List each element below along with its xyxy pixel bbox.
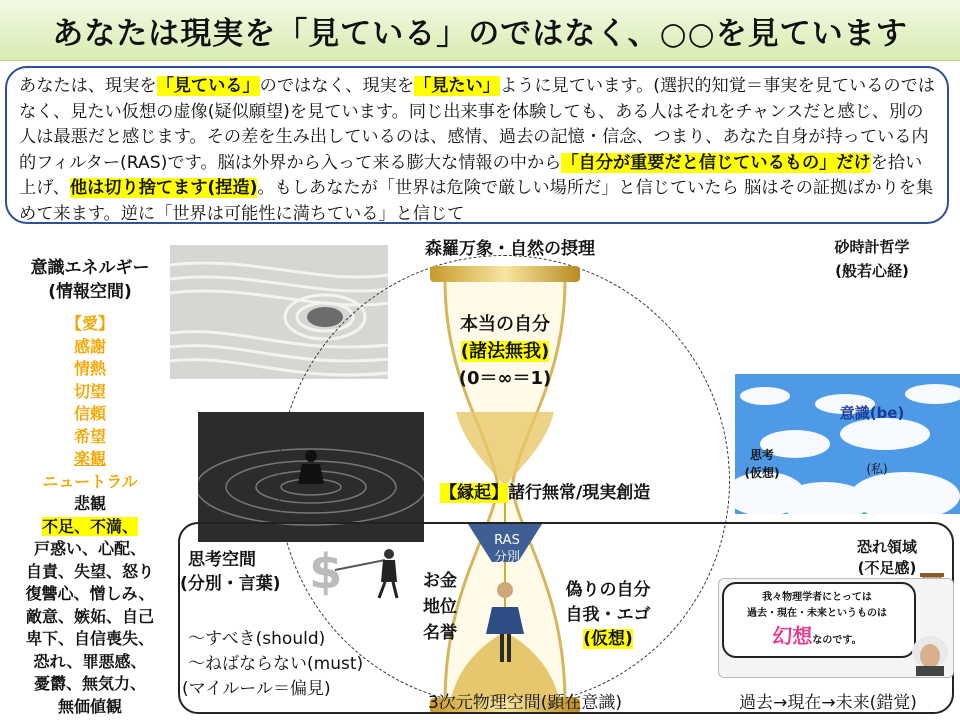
emotion-item: 無価値観	[57, 696, 122, 716]
pessimism-label: 悲観	[73, 494, 106, 513]
fear-sub-label: (不足感)	[857, 559, 917, 577]
intro-text: のではなく、現実を	[259, 76, 415, 96]
emotion-item: 敵意、嫉妬、自己	[25, 606, 154, 626]
thought-sub-label: (仮想)	[744, 466, 780, 480]
money-status-list	[410, 568, 470, 646]
should-label: ～すべき(should)	[188, 629, 326, 649]
emotion-item: 感謝	[73, 336, 106, 356]
emotion-item: 切望	[73, 381, 106, 401]
emotion-item: 希望	[73, 426, 106, 446]
false-self-label: 偽りの自分	[565, 580, 651, 600]
emotion-item: 自責、失望、怒り	[25, 561, 154, 581]
physical-space-label: 3次元物理空間(顕在意識)	[427, 693, 623, 713]
energy-label: 意識エネルギー	[30, 258, 150, 278]
money-item: 地位	[423, 597, 457, 617]
emotion-item: 楽観	[73, 449, 106, 468]
thought-label: 思考	[749, 448, 774, 462]
nature-law-label: 森羅万象・自然の摂理	[425, 239, 595, 259]
must-label: ～ねばならない(must)	[188, 654, 364, 674]
intro-highlight: 「見たい」	[414, 76, 500, 96]
emotion-item: 卑下、自信喪失、	[25, 629, 154, 648]
energy-sub-label: (情報空間)	[48, 282, 132, 302]
einstein-portrait-icon	[908, 630, 952, 676]
fear-area-label: 恐れ領域	[856, 538, 917, 556]
ego-label: 自我・エゴ	[565, 605, 651, 625]
money-item: お金	[423, 571, 457, 591]
hourglass-philosophy-label: 砂時計哲学	[834, 238, 910, 256]
quote-line-1: 我々物理学者にとっては	[762, 592, 872, 603]
ras-label: RAS 分別	[493, 533, 520, 565]
illusion-word: 幻想	[772, 624, 813, 648]
thought-space-label: 思考空間	[188, 550, 256, 570]
emotion-item: 復讐心、憎しみ、	[25, 584, 155, 603]
emotion-item: 【愛】	[65, 314, 114, 333]
intro-highlight: 他は切り捨てます(捏造)	[69, 178, 258, 198]
engi-text: 諸行無常/現実創造	[508, 483, 651, 503]
emotion-item: 恐れ、罪悪感、	[33, 651, 147, 671]
engi-keyword: 【縁起】	[440, 483, 508, 503]
sky-picture	[735, 374, 960, 514]
watashi-label: (私)	[866, 462, 888, 476]
money-item: 名誉	[423, 623, 457, 643]
intro-text: を拾い上げ、	[19, 152, 923, 198]
engi-label	[440, 478, 740, 503]
intro-text-box	[5, 66, 949, 224]
true-self-label: 本当の自分	[460, 314, 550, 335]
quote-end: なのです。	[812, 635, 862, 646]
shohou-text: (諸法無我)	[460, 341, 550, 362]
kasou-label	[548, 624, 668, 649]
page-title: あなたは現実を「見ている」のではなく、○○を見ています	[52, 16, 908, 52]
intro-text: ように見ています。(選択的知覚＝事実を見ているのではなく、見たい仮想の虚像(疑似願望)を見ています。同じ出来事を体験しても、ある人はそれをチャンスだと感じ、別の人は最悪だと感じます。その差を生み出しているのは、感情、過去の記憶・信念、つまり、あなた自身が持っている内的フィルター(RAS)です。脳は外界から入って来る膨大な情報の中から	[19, 76, 935, 173]
positive-emotions	[10, 313, 170, 493]
intro-highlight: 「見ている」	[156, 76, 260, 96]
emotion-item: 信頼	[73, 404, 106, 423]
kasou-text: (仮想)	[583, 629, 633, 649]
formula-label: (0＝∞＝1)	[458, 368, 552, 389]
intro-highlight: 「自分が重要だと信じているもの」だけ	[561, 152, 871, 173]
svg-text:$: $	[309, 544, 343, 600]
emotion-item: 憂欝、無気力、	[33, 674, 146, 693]
time-illusion-label: 過去→現在→未来(錯覚)	[739, 693, 917, 713]
emotion-item: 戸惑い、心配、	[33, 539, 146, 558]
thought-space-sub-label: (分別・言葉)	[180, 574, 281, 594]
money-chase-icon	[305, 540, 405, 600]
ishiki-be-label: 意識(be)	[839, 404, 905, 422]
sky-image	[735, 374, 960, 514]
quote-line-3	[722, 620, 912, 649]
intro-text: あなたは、現実を	[19, 76, 157, 96]
shohou-muga-label	[430, 337, 580, 363]
neutral-label: ニュートラル	[42, 471, 138, 491]
emotion-item: 情熱	[73, 359, 106, 378]
lack-label: 不足、不満、	[41, 516, 138, 536]
heart-sutra-label: (般若心経)	[835, 262, 909, 280]
quote-line-2: 過去・現在・未来というものは	[747, 608, 887, 619]
intro-text: 。もしあなたが「世界は危険で厳しい場所だ」と信じていたら 脳はその証拠ばかりを集めて来ます。逆に「世界は可能性に満ちている」と信じて	[19, 178, 934, 224]
negative-emotions	[10, 493, 170, 718]
my-rule-label: (マイルール＝偏見)	[182, 679, 331, 699]
